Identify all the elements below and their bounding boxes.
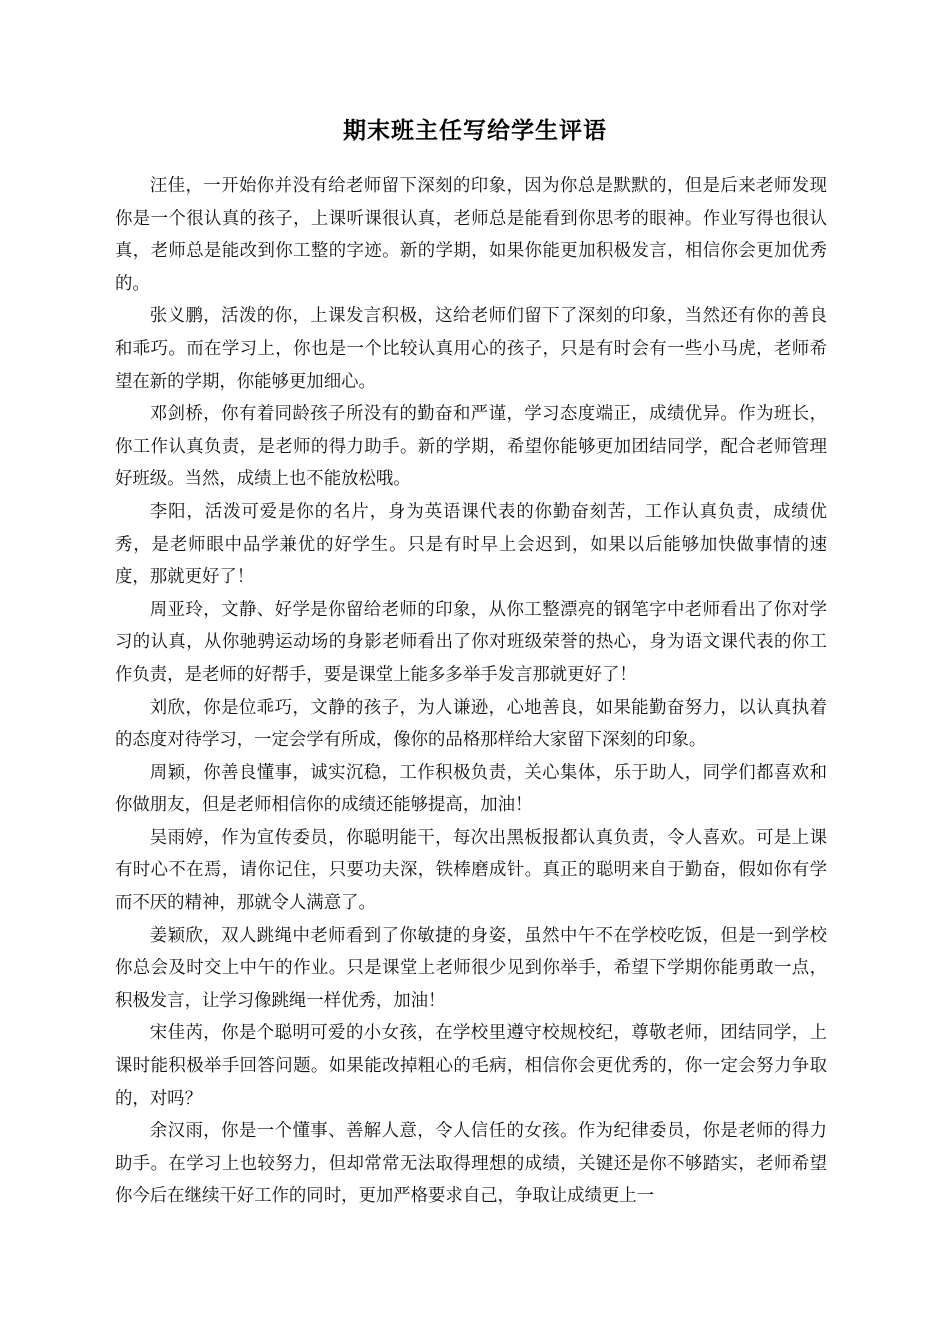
document-body — [115, 170, 827, 1213]
comment-paragraph: 刘欣，你是位乖巧，文静的孩子，为人谦逊，心地善良，如果能勤奋努力，以认真执着的态度对待学习，一定会学有所成，像你的品格那样给大家留下深刻的印象。 — [115, 697, 827, 751]
comment-paragraph: 邓剑桥，你有着同龄孩子所没有的勤奋和严谨，学习态度端正，成绩优异。作为班长，你工作认真负责，是老师的得力助手。新的学期，希望你能够更加团结同学，配合老师管理好班级。当然，成绩上也不能放松哦。 — [115, 404, 827, 490]
comment-paragraph: 吴雨婷，作为宣传委员，你聪明能干，每次出黑板报都认真负责，令人喜欢。可是上课有时心不在焉，请你记住，只要功夫深，铁棒磨成针。真正的聪明来自于勤奋，假如你有学而不厌的精神，那就令人满意了。 — [115, 827, 827, 914]
comment-paragraph: 张义鹏，活泼的你，上课发言积极，这给老师们留下了深刻的印象，当然还有你的善良和乖巧。而在学习上，你也是一个比较认真用心的孩子，只是有时会有一些小马虎，老师希望在新的学期，你能够更加细心。 — [115, 306, 827, 392]
comment-paragraph: 宋佳芮，你是个聪明可爱的小女孩，在学校里遵守校规校纪，尊敬老师，团结同学，上课时能积极举手回答问题。如果能改掉粗心的毛病，相信你会更优秀的，你一定会努力争取的，对吗？ — [115, 1023, 827, 1109]
document-title: 期末班主任写给学生评语 — [343, 118, 607, 144]
comment-paragraph: 姜颖欣，双人跳绳中老师看到了你敏捷的身姿，虽然中午不在学校吃饭，但是一到学校你总会及时交上中午的作业。只是课堂上老师很少见到你举手，希望下学期你能勇敢一点，积极发言，让学习像跳绳一样优秀，加油！ — [115, 925, 827, 1011]
comment-paragraph: 余汉雨，你是一个懂事、善解人意，令人信任的女孩。作为纪律委员，你是老师的得力助手。在学习上也较努力，但却常常无法取得理想的成绩，关键还是你不够踏实，老师希望你今后在继续干好工作的同时，更加严格要求自己，争取让成绩更上一 — [115, 1121, 827, 1207]
comment-paragraph: 周亚玲，文静、好学是你留给老师的印象，从你工整漂亮的钢笔字中老师看出了你对学习的认真，从你驰骋运动场的身影老师看出了你对班级荣誉的热心，身为语文课代表的你工作负责，是老师的好帮手，要是课堂上能多多举手发言那就更好了！ — [115, 599, 827, 685]
comment-paragraph: 李阳，活泼可爱是你的名片，身为英语课代表的你勤奋刻苦，工作认真负责，成绩优秀，是老师眼中品学兼优的好学生。只是有时早上会迟到，如果以后能够加快做事情的速度，那就更好了！ — [115, 501, 827, 588]
comment-paragraph: 汪佳，一开始你并没有给老师留下深刻的印象，因为你总是默默的，但是后来老师发现你是一个很认真的孩子，上课听课很认真，老师总是能看到你思考的眼神。作业写得也很认真，老师总是能改到你工整的字迹。新的学期，如果你能更加积极发言，相信你会更加优秀的。 — [115, 176, 827, 294]
comment-paragraph: 周颖，你善良懂事，诚实沉稳，工作积极负责，关心集体，乐于助人，同学们都喜欢和你做朋友，但是老师相信你的成绩还能够提高，加油！ — [115, 762, 827, 816]
